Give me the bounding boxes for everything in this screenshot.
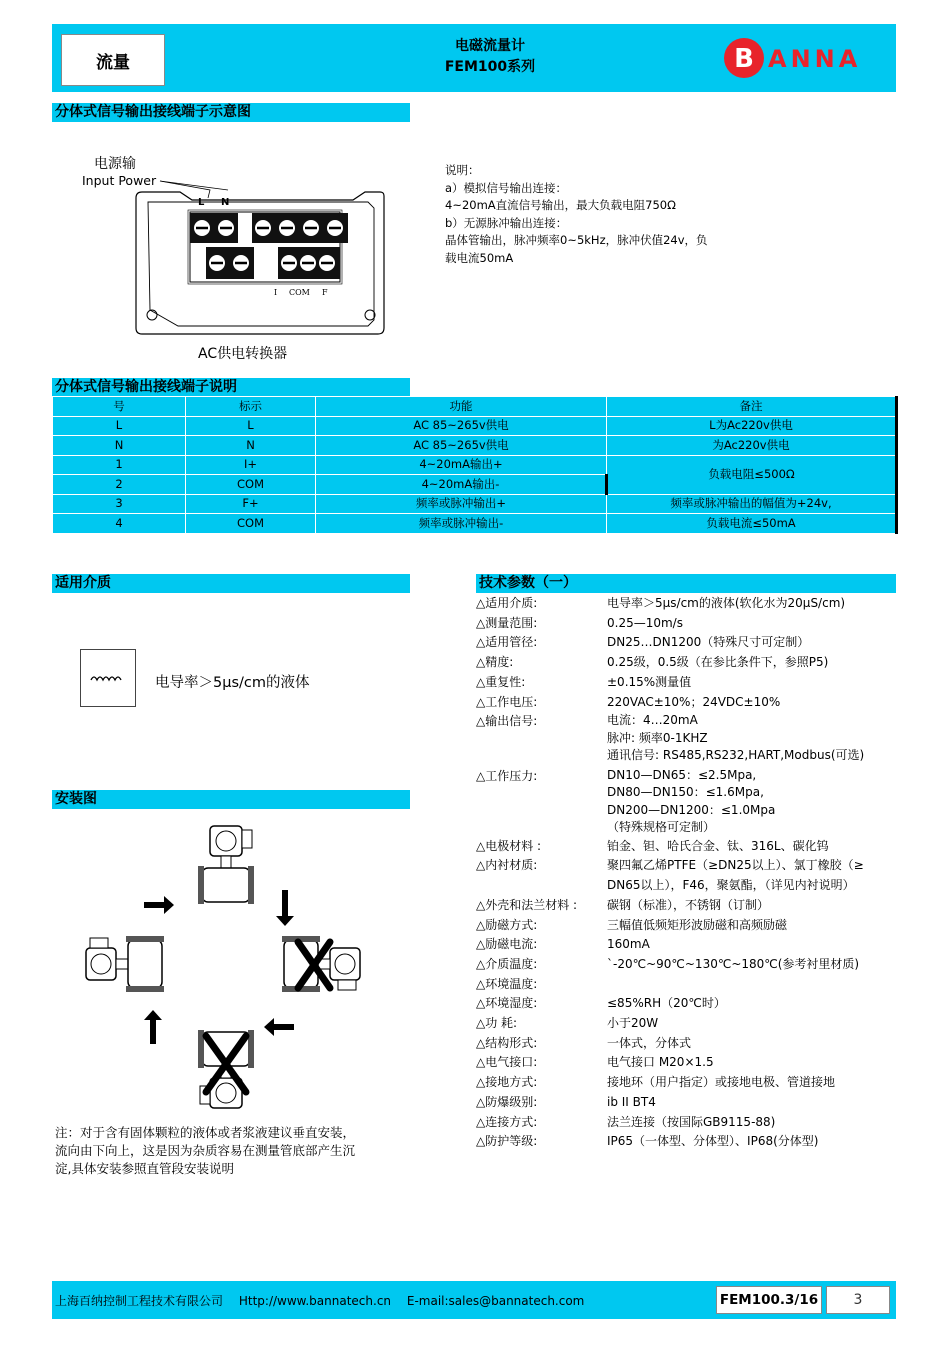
cell-function: AC 85~265v供电 xyxy=(316,436,607,456)
table-row xyxy=(53,494,897,514)
cell-mark: N xyxy=(186,436,316,456)
cell-no: 4 xyxy=(53,514,186,534)
specs-list xyxy=(476,594,896,1152)
cell-function: 4~20mA输出- xyxy=(316,475,607,495)
flow-arrow-right-icon xyxy=(144,896,174,914)
terminal-notes xyxy=(445,162,745,267)
spec-value-line: 接地环（用户指定）或接地电极、管道接地 xyxy=(607,1075,836,1090)
footer-company: 上海百纳控制工程技术有限公司 xyxy=(55,1294,224,1308)
spec-value-line: 电导率＞5μs/cm的液体(软化水为20μS/cm) xyxy=(607,596,846,610)
cell-no: 3 xyxy=(53,494,186,514)
spec-row xyxy=(476,653,896,673)
spec-key: △防护等级: xyxy=(476,1134,538,1149)
spec-value xyxy=(607,767,896,837)
header-function: 功能 xyxy=(316,397,607,417)
meter-left-correct xyxy=(86,936,164,992)
flow-arrow-down-icon xyxy=(276,890,294,926)
cell-remark: 为Ac220v供电 xyxy=(607,436,897,456)
footer-email[interactable]: E-mail:sales@bannatech.com xyxy=(406,1294,585,1308)
spec-key: △工作电压: xyxy=(476,694,538,709)
spec-value-line: 小于20W xyxy=(607,1016,659,1031)
header-no: 号 xyxy=(53,397,186,417)
banna-logo xyxy=(722,36,890,80)
header-remark: 备注 xyxy=(607,397,897,417)
table-header-row xyxy=(53,397,897,417)
note-line: b）无源脉冲输出连接： xyxy=(445,215,568,230)
spec-value-line: 聚四氟乙烯PTFE（≥DN25以上）、氯丁橡胶（≥ xyxy=(607,858,864,873)
note-line: a）模拟信号输出连接： xyxy=(445,180,568,195)
spec-value xyxy=(607,994,896,1014)
spec-row xyxy=(476,994,896,1014)
power-label-en: Input Power xyxy=(82,173,157,188)
model-text: FEM100系列 xyxy=(444,59,536,75)
spec-row xyxy=(476,712,896,765)
note-line: 载电流50mA xyxy=(445,250,514,265)
spec-row xyxy=(476,916,896,936)
spec-value xyxy=(607,837,896,857)
install-note-line: 注：对于含有固体颗粒的液体或者浆液建议垂直安装， xyxy=(55,1125,356,1140)
section-terminal-table-title: 分体式信号输出接线端子说明 xyxy=(52,378,410,397)
cell-function: 4~20mA输出+ xyxy=(316,455,607,475)
spec-key: △防爆级别: xyxy=(476,1094,538,1109)
cell-mark: F+ xyxy=(186,494,316,514)
install-note xyxy=(55,1124,405,1178)
cell-remark: L为Ac220v供电 xyxy=(607,416,897,436)
spec-value-line: （特殊规格可定制） xyxy=(607,820,716,835)
spec-value xyxy=(607,653,896,673)
spec-row xyxy=(476,955,896,975)
table-row xyxy=(53,436,897,456)
spec-value-line xyxy=(607,975,896,995)
spec-value xyxy=(607,1014,896,1034)
spec-row xyxy=(476,896,896,916)
spec-value-line: ≤85%RH（20℃时） xyxy=(607,996,726,1011)
cell-remark: 负载电流≤50mA xyxy=(607,514,897,534)
spec-key: △结构形式: xyxy=(476,1035,538,1050)
cell-no: 2 xyxy=(53,475,186,495)
spec-value xyxy=(607,633,896,653)
medium-text: 电导率＞5μs/cm的液体 xyxy=(155,675,310,691)
spec-value xyxy=(607,1113,896,1133)
terminal-table xyxy=(52,396,898,534)
terminal-label-COM: COM xyxy=(289,288,310,297)
spec-key: △接地方式: xyxy=(476,1075,538,1090)
footer-contact xyxy=(55,1292,584,1309)
spec-row xyxy=(476,1093,896,1113)
spec-key: △励磁方式: xyxy=(476,917,538,932)
spec-value xyxy=(607,935,896,955)
spec-value-line: 电气接口 M20×1.5 xyxy=(607,1055,714,1070)
spec-value-line: 220VAC±10%；24VDC±10% xyxy=(607,694,781,709)
section-medium-title: 适用介质 xyxy=(52,574,410,593)
spec-value xyxy=(607,975,896,995)
spec-value-line: 铂金、钽、哈氏合金、钛、316L、碳化钨 xyxy=(607,838,829,853)
section-terminal-diagram-title: 分体式信号输出接线端子示意图 xyxy=(52,103,410,122)
flow-arrow-up-icon xyxy=(144,1010,162,1044)
title-text: 电磁流量计 xyxy=(455,38,525,54)
spec-row xyxy=(476,1132,896,1152)
spec-key: △重复性: xyxy=(476,674,526,689)
spec-row xyxy=(476,1034,896,1054)
spec-value-line: DN10—DN65：≤2.5Mpa, xyxy=(607,767,757,782)
spec-key: △环境湿度: xyxy=(476,996,538,1011)
liquid-icon xyxy=(80,649,136,707)
spec-value xyxy=(607,1073,896,1093)
cell-function: AC 85~265v供电 xyxy=(316,416,607,436)
cell-mark: COM xyxy=(186,514,316,534)
spec-row xyxy=(476,935,896,955)
spec-value-line: ±0.15%测量值 xyxy=(607,674,692,689)
category-label: 流量 xyxy=(61,34,165,86)
spec-key: △励磁电流: xyxy=(476,937,538,952)
spec-value-line: 三幅值低频矩形波励磁和高频励磁 xyxy=(607,917,788,932)
spec-value-line: 脉冲: 频率0-1KHZ xyxy=(607,730,708,745)
footer-website[interactable]: Http://www.bannatech.cn xyxy=(238,1294,392,1308)
cell-no: N xyxy=(53,436,186,456)
terminal-label-L: L xyxy=(198,197,205,208)
spec-key: △连接方式: xyxy=(476,1114,538,1129)
diagram-caption: AC供电转换器 xyxy=(198,346,288,362)
cell-function: 频率或脉冲输出+ xyxy=(316,494,607,514)
cell-mark: COM xyxy=(186,475,316,495)
spec-row xyxy=(476,614,896,634)
spec-value-line: 法兰连接（按国际GB9115-88) xyxy=(607,1114,776,1129)
spec-row xyxy=(476,1014,896,1034)
logo-letter: B xyxy=(734,44,754,74)
spec-key: △电气接口: xyxy=(476,1055,538,1070)
spec-key: △功 耗: xyxy=(476,1016,518,1031)
spec-value xyxy=(607,673,896,693)
spec-value xyxy=(607,916,896,936)
spec-value-line: DN65以上），F46，聚氨酯，（详见内衬说明） xyxy=(607,878,855,893)
spec-value-line: 一体式，分体式 xyxy=(607,1035,692,1050)
cell-remark: 负载电阻≤500Ω xyxy=(607,455,897,494)
spec-value-line: 160mA xyxy=(607,937,650,952)
spec-value xyxy=(607,712,896,765)
spec-key: △适用介质: xyxy=(476,596,538,610)
spec-key: △测量范围: xyxy=(476,615,538,630)
spec-row xyxy=(476,693,896,713)
spec-row xyxy=(476,633,896,653)
page-number: 3 xyxy=(826,1286,890,1314)
power-label-cn: 电源输 xyxy=(94,156,136,172)
spec-value-line: IP65（一体型、分体型）、IP68(分体型) xyxy=(607,1134,819,1149)
note-line: 说明： xyxy=(445,163,480,177)
spec-value-line: 碳钢（标准），不锈钢（订制） xyxy=(607,897,770,912)
spec-value xyxy=(607,856,896,895)
meter-top-correct xyxy=(198,826,254,904)
spec-value xyxy=(607,1093,896,1113)
spec-key: △电极材料 : xyxy=(476,838,542,853)
spec-value xyxy=(607,955,896,975)
note-line: 4~20mA直流信号输出，最大负载电阻750Ω xyxy=(445,198,676,212)
spec-key: △外壳和法兰材料 : xyxy=(476,897,578,912)
doc-number: FEM100.3/16 xyxy=(716,1286,822,1314)
spec-key: △适用管径: xyxy=(476,635,538,650)
spec-value xyxy=(607,1053,896,1073)
flow-arrow-left-icon xyxy=(264,1018,294,1036)
spec-row xyxy=(476,1073,896,1093)
spec-row xyxy=(476,1113,896,1133)
spec-value xyxy=(607,1034,896,1054)
cell-mark: L xyxy=(186,416,316,436)
install-note-line: 淀,具体安装参照直管段安装说明 xyxy=(55,1161,234,1176)
spec-key: △输出信号: xyxy=(476,714,538,729)
spec-row xyxy=(476,1053,896,1073)
spec-value xyxy=(607,896,896,916)
spec-key: △工作压力: xyxy=(476,768,538,783)
cell-mark: I+ xyxy=(186,455,316,475)
spec-value-line: DN200—DN1200：≤1.0Mpa xyxy=(607,802,776,817)
table-row xyxy=(53,514,897,534)
spec-row xyxy=(476,975,896,995)
spec-value xyxy=(607,693,896,713)
terminal-label-N: N xyxy=(221,197,230,208)
section-install-title: 安装图 xyxy=(52,790,410,809)
wrong-mark-icon xyxy=(206,942,330,1092)
spec-value-line: 0.25—10m/s xyxy=(607,615,683,630)
table-row xyxy=(53,455,897,475)
terminal-label-I: I xyxy=(274,288,278,297)
installation-diagram xyxy=(76,824,366,1114)
spec-row xyxy=(476,856,896,895)
spec-key: △精度: xyxy=(476,655,514,670)
spec-value xyxy=(607,594,896,614)
terminal-label-F: F xyxy=(322,288,328,297)
spec-row xyxy=(476,594,896,614)
note-line: 晶体管输出，脉冲频率0~5kHz，脉冲伏值24v，负 xyxy=(445,233,708,247)
meter-right-incorrect xyxy=(282,936,360,992)
cell-remark: 频率或脉冲输出的幅值为+24v, xyxy=(607,494,897,514)
cell-no: L xyxy=(53,416,186,436)
logo-text: ANNA xyxy=(768,45,862,73)
spec-key: △内衬材质: xyxy=(476,858,538,873)
spec-key: △环境温度: xyxy=(476,976,538,991)
terminal-diagram xyxy=(80,150,400,365)
spec-value-line: 0.25级，0.5级（在参比条件下，参照P5) xyxy=(607,655,829,670)
spec-value-line: DN80—DN150：≤1.6Mpa, xyxy=(607,785,764,800)
spec-row xyxy=(476,673,896,693)
spec-value xyxy=(607,1132,896,1152)
spec-row xyxy=(476,837,896,857)
page-title xyxy=(380,36,600,78)
install-note-line: 流向由下向上，这是因为杂质容易在测量管底部产生沉 xyxy=(55,1143,356,1158)
spec-row xyxy=(476,767,896,837)
spec-value-line: 通讯信号: RS485,RS232,HART,Modbus(可选) xyxy=(607,748,865,763)
cell-no: 1 xyxy=(53,455,186,475)
spec-value-line: DN25…DN1200（特殊尺寸可定制） xyxy=(607,635,810,650)
spec-value-line: 电流：4…20mA xyxy=(607,713,698,728)
spec-key: △介质温度: xyxy=(476,956,538,971)
spec-value-line: ib II BT4 xyxy=(607,1094,656,1109)
table-row xyxy=(53,416,897,436)
header-mark: 标示 xyxy=(186,397,316,417)
spec-value-line: `-20℃~90℃~130℃~180℃(参考衬里材质) xyxy=(607,956,860,971)
cell-function: 频率或脉冲输出- xyxy=(316,514,607,534)
section-specs-title: 技术参数（一） xyxy=(476,574,896,593)
spec-value xyxy=(607,614,896,634)
